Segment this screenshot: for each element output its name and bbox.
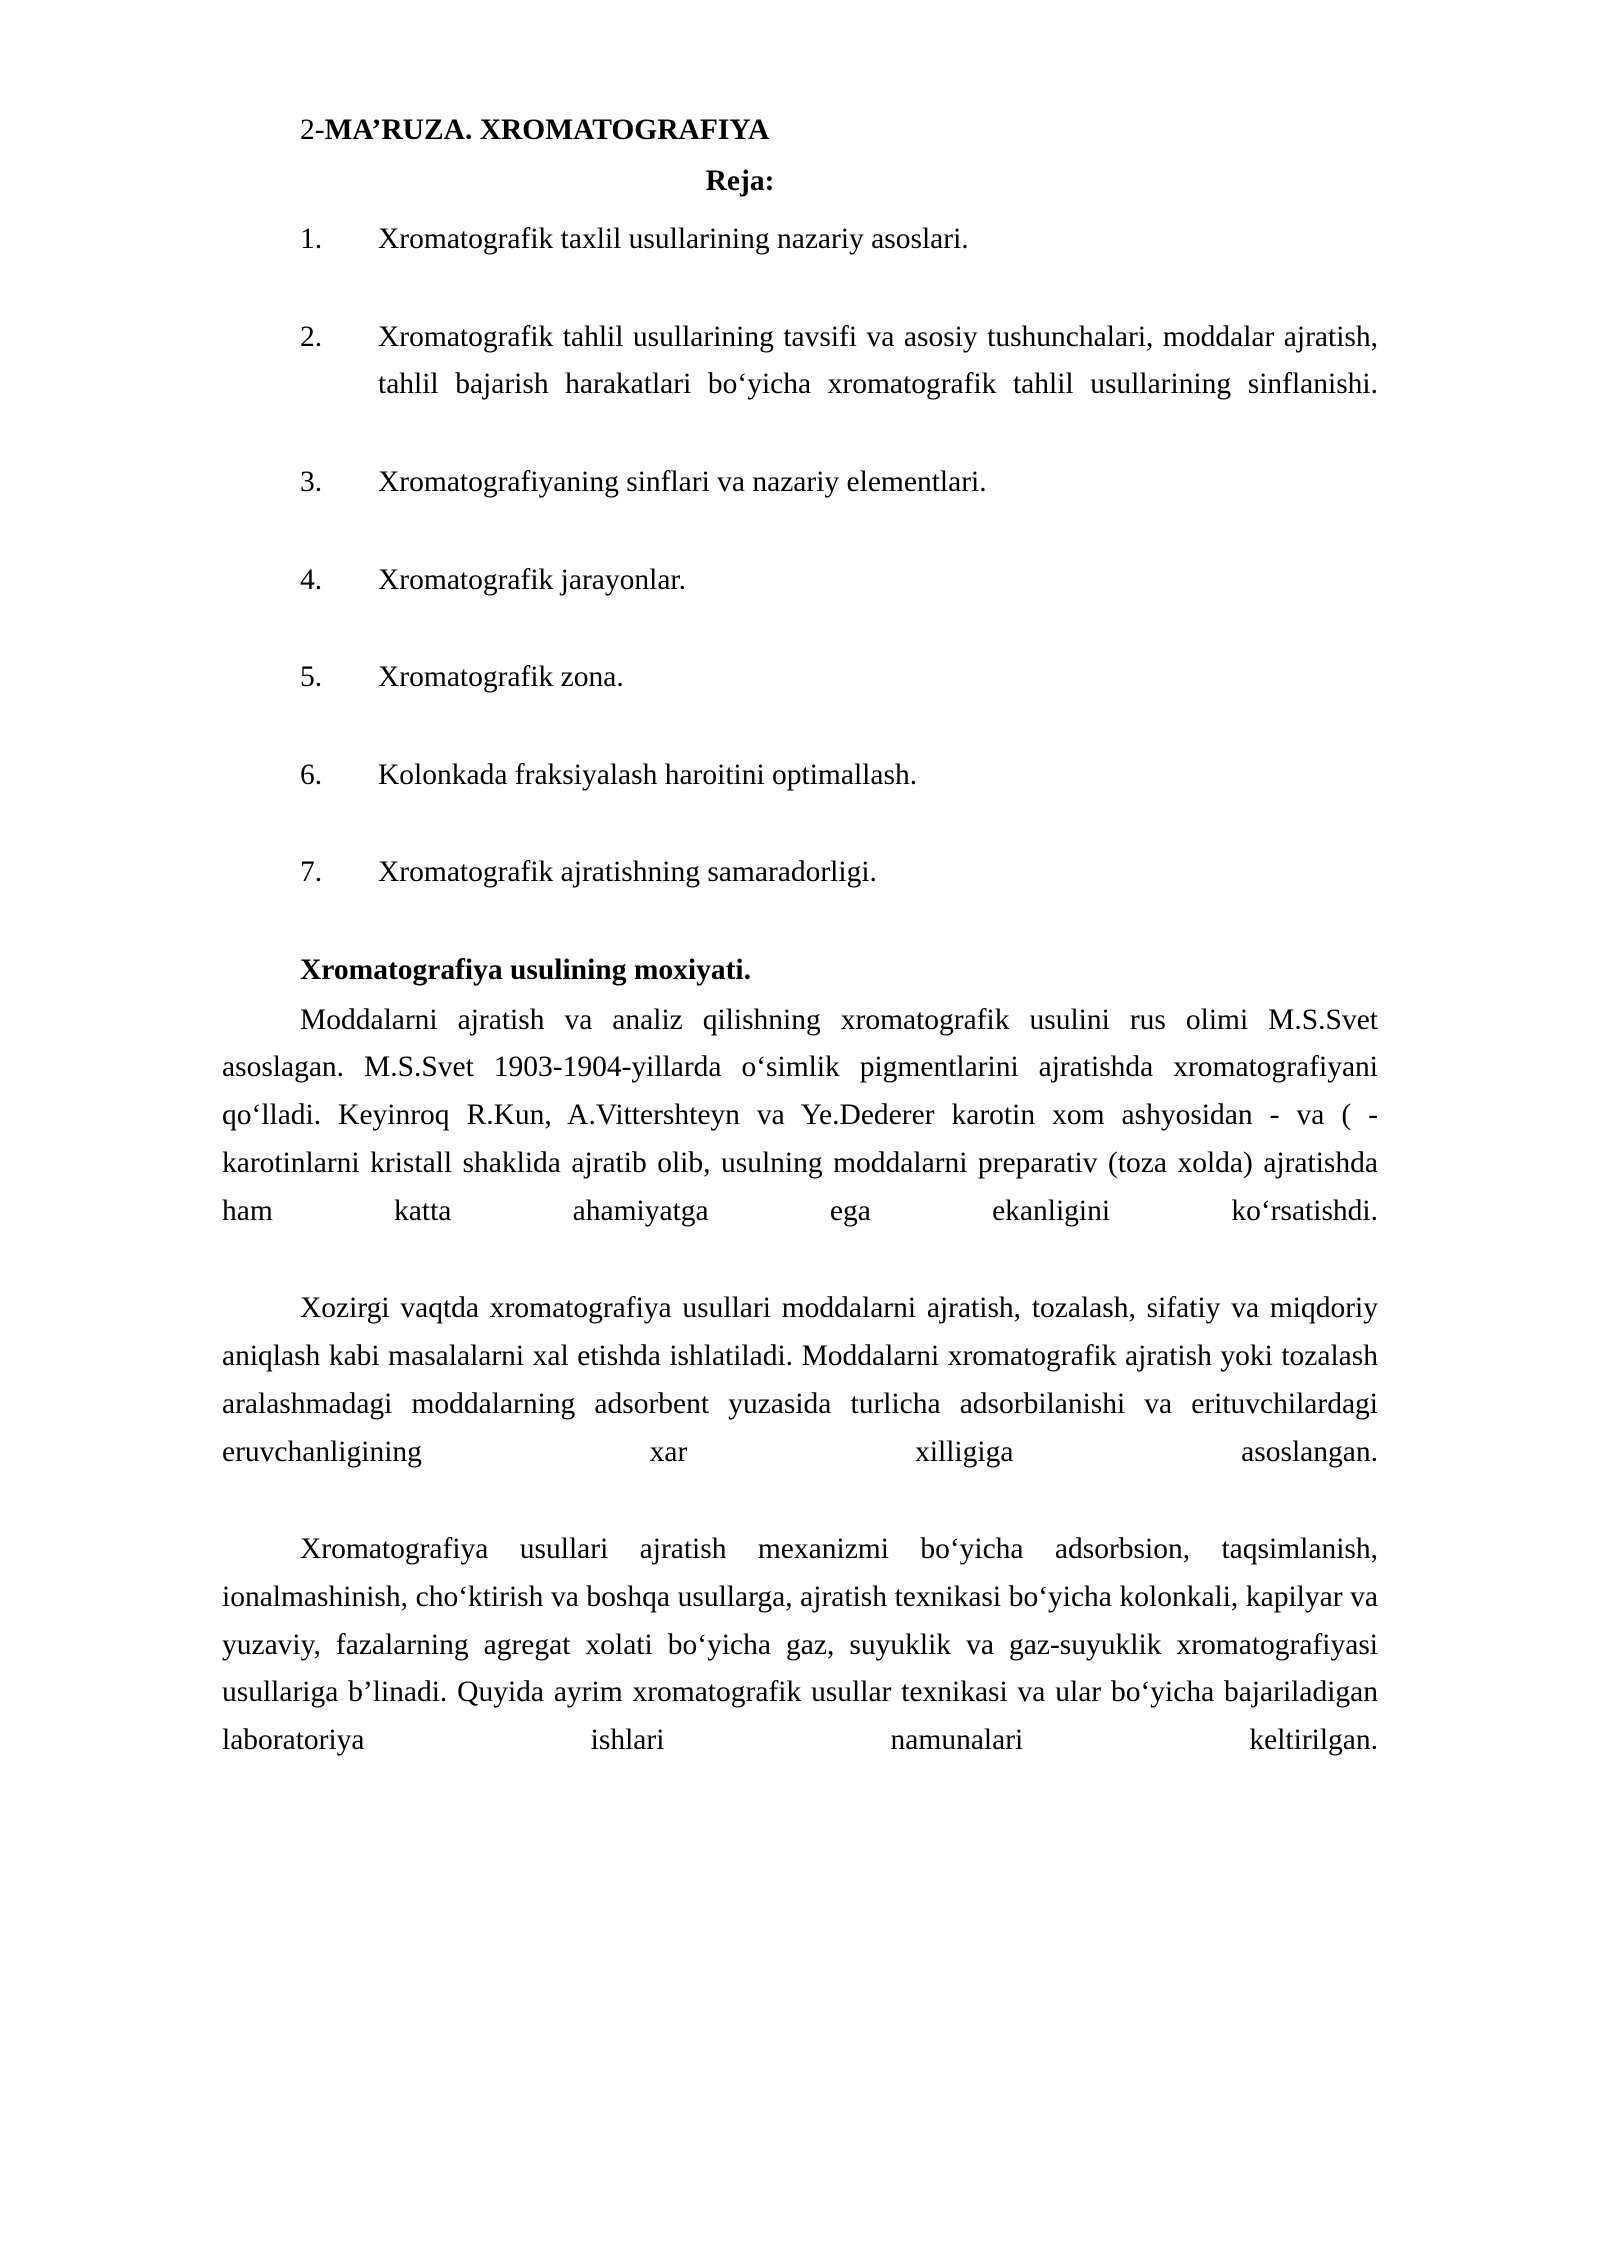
list-item-text: Xromatografik taxlil usullarining nazariy asoslari. (378, 223, 969, 256)
list-item-index: 1. (300, 223, 323, 256)
page-title-number: 2- (300, 114, 325, 146)
list-item (222, 557, 1378, 653)
list-item-index: 4. (300, 563, 323, 596)
paragraph: Moddalarni ajratish va analiz qilishning xromatografik usulini rus olimi M.S.Svet asoslagan. M.S.Svet 1903-1904-yillarda o‘simlik pigmentlarini ajratishda xromatografiyani qo‘lladi. Keyinroq R.Kun, A.Vittershteyn va Ye.Dederer karotin xom ashyosidan - va ( - karotinlarni kristall shaklida ajratib olib, usulning moddalarni preparativ (toza xolda) ajratishda ham katta ahamiyatga ega ekanligini ko‘rsatishdi. (222, 1003, 1378, 1227)
list-item-index: 3. (300, 465, 323, 498)
list-item (222, 654, 1378, 750)
list-item-text: Xromatografik tahlil usullarining tavsifi va asosiy tushunchalari, moddalar ajratish, tahlil bajarish harakatlari bo‘yicha xromatografik tahlil usullarining sinflanishi. (378, 320, 1378, 401)
list-item-text: Xromatografik jarayonlar. (378, 563, 686, 596)
page-title (222, 108, 1378, 152)
list-item (222, 314, 1378, 457)
list-item (222, 849, 1378, 945)
list-item-index: 6. (300, 758, 323, 791)
page-title-text: MA’RUZA. XROMATOGRAFIYA (324, 114, 770, 146)
paragraph: Xromatografiya usullari ajratish mexanizmi bo‘yicha adsorbsion, taqsimlanish, ionalmashinish, cho‘ktirish va boshqa usullarga, ajratish texnikasi bo‘yicha kolonkali, kapilyar va yuzaviy, fazalarning agregat xolati bo‘yicha gaz, suyuklik va gaz-suyuklik xromatografiyasi usullariga b’linadi. Quyida ayrim xromatografik usullar texnikasi va ular bo‘yicha bajariladigan laboratoriya ishlari namunalari keltirilgan. (222, 1533, 1378, 1757)
list-item-text: Xromatografik zona. (378, 661, 624, 694)
list-item-text: Xromatografik ajratishning samaradorligi. (378, 856, 877, 889)
list-item-text: Kolonkada fraksiyalash haroitini optimallash. (378, 758, 918, 791)
list-item (222, 752, 1378, 848)
document-body (222, 108, 1378, 1813)
list-item-index: 7. (300, 856, 323, 889)
paragraph: Xozirgi vaqtda xromatografiya usullari moddalarni ajratish, tozalash, sifatiy va miqdoriy aniqlash kabi masalalarni xal etishda ishlatiladi. Moddalarni xromatografik ajratish yoki tozalash aralashmadagi moddalarning adsorbent yuzasida turlicha adsorbilanishi va erituvchilardagi eruvchanligining xar xilligiga asoslangan. (222, 1292, 1378, 1468)
reja-label: Reja: (705, 165, 775, 198)
list-item-index: 5. (300, 661, 323, 694)
list-item-index: 2. (300, 320, 323, 353)
list-item (222, 216, 1378, 312)
section-heading: Xromatografiya usulining moxiyati. (300, 953, 751, 986)
list-item-text: Xromatografiyaning sinflari va nazariy elementlari. (378, 465, 987, 498)
list-item (222, 459, 1378, 555)
